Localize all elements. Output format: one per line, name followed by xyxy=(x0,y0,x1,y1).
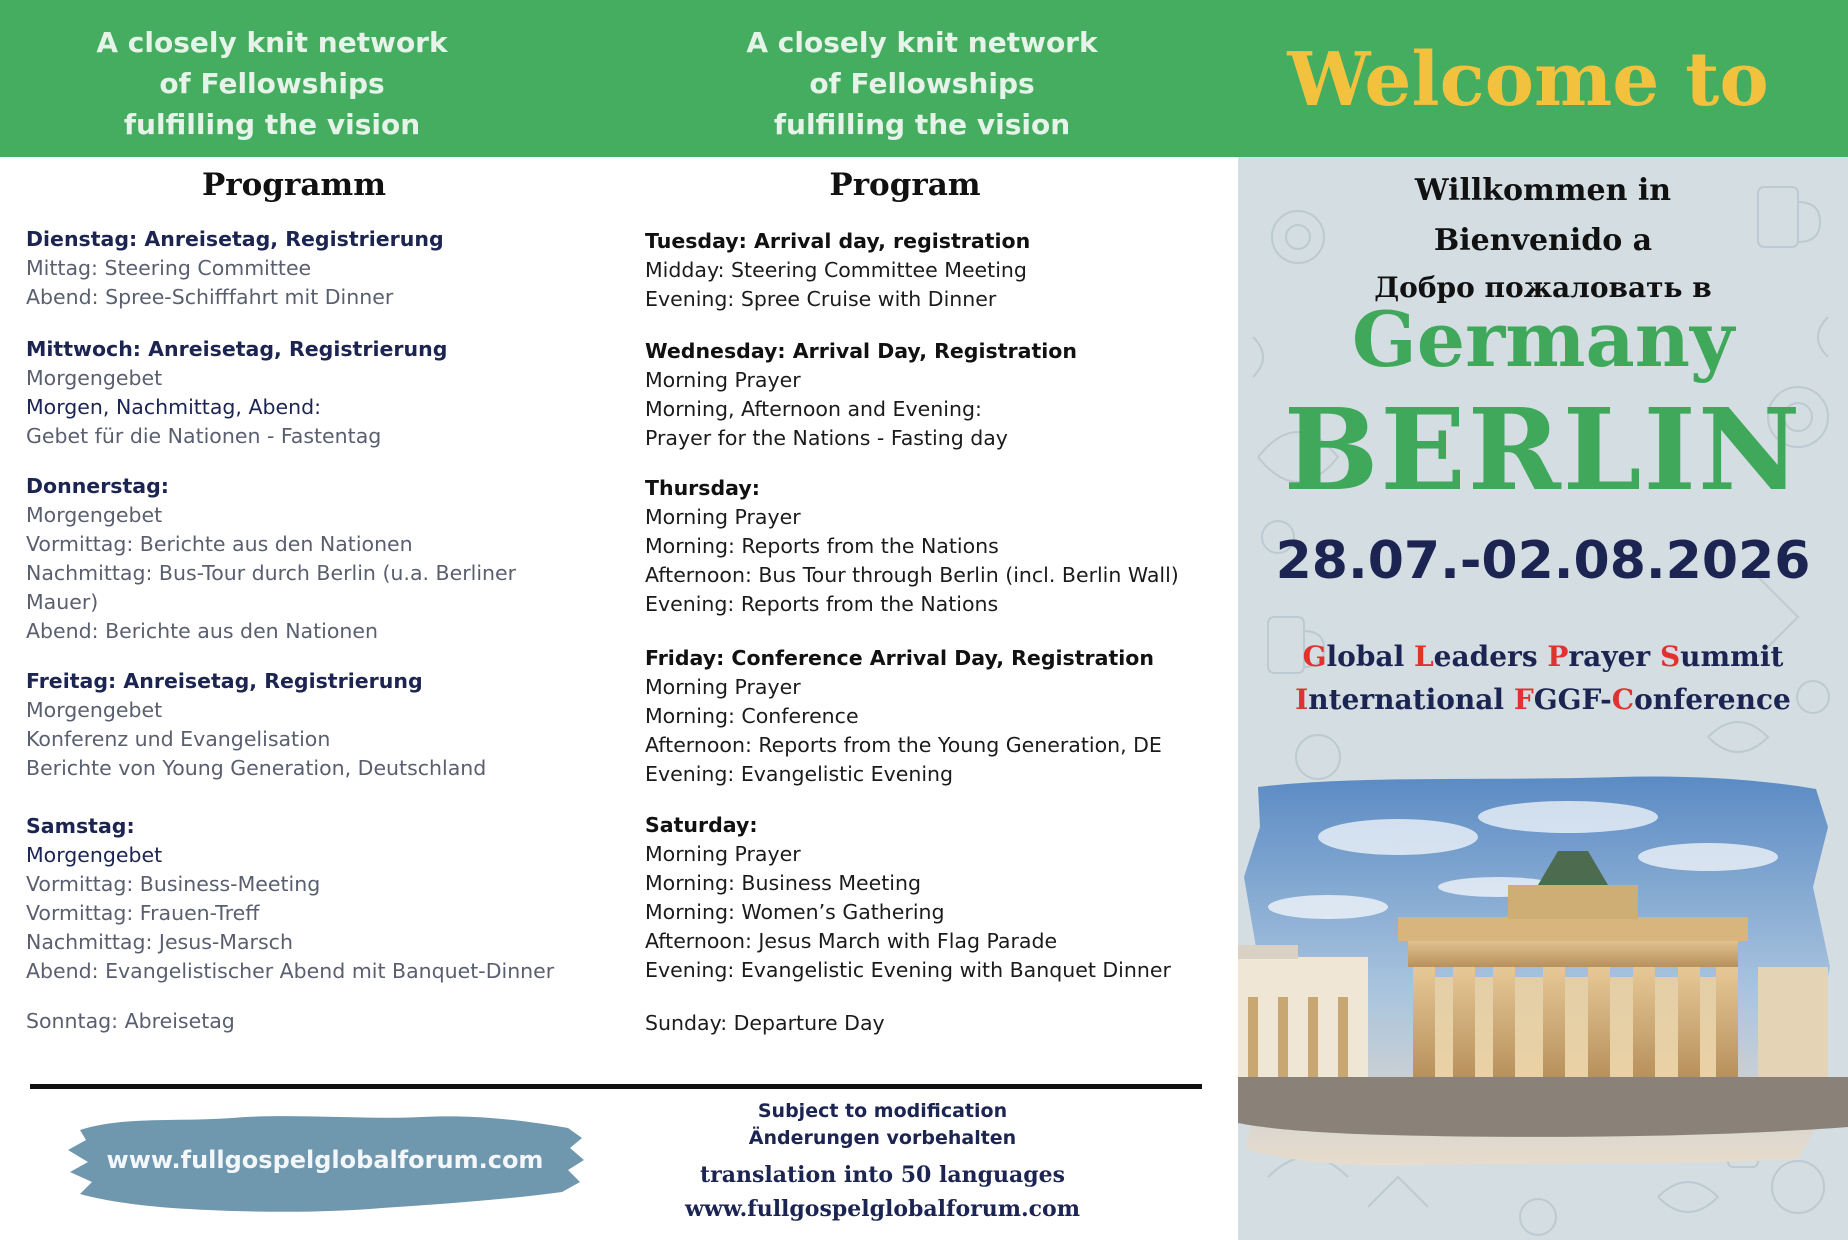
program-line: Morgengebet xyxy=(26,698,163,722)
program-line: Morning: Women’s Gathering xyxy=(645,900,945,924)
program-line: Morning: Reports from the Nations xyxy=(645,534,999,558)
program-day-en-0 xyxy=(645,227,1030,314)
event-dates: 28.07.-02.08.2026 xyxy=(1275,531,1811,591)
changes-note: Änderungen vorbehalten xyxy=(748,1127,1017,1149)
program-line: Vormittag: Frauen-Treff xyxy=(26,901,260,925)
program-line: Morning: Business Meeting xyxy=(645,871,921,895)
program-line: Morgen, Nachmittag, Abend: xyxy=(26,395,322,419)
conference-title: International FGGF-Conference xyxy=(1295,683,1791,716)
day-heading: Freitag: Anreisetag, Registrierung xyxy=(26,669,423,693)
program-line: Evening: Reports from the Nations xyxy=(645,592,999,616)
program-day-de-3 xyxy=(26,667,486,783)
program-line: Abend: Berichte aus den Nationen xyxy=(26,619,378,643)
day-heading: Mittwoch: Anreisetag, Registrierung xyxy=(26,337,448,361)
day-heading: Wednesday: Arrival Day, Registration xyxy=(645,339,1077,363)
program-day-en-4 xyxy=(645,811,1171,985)
city-name: BERLIN xyxy=(1283,385,1803,516)
program-line: Abend: Evangelistischer Abend mit Banquet-Dinner xyxy=(26,959,555,983)
greeting-russian: Добро пожаловать в xyxy=(1374,271,1712,304)
greeting-spanish: Bienvenido a xyxy=(1433,223,1653,258)
tagline-middle: A closely knit network of Fellowships fulfilling the vision xyxy=(746,26,1098,141)
program-line: Mittag: Steering Committee xyxy=(26,256,312,280)
program-title-en: Program xyxy=(829,167,981,203)
footer-divider xyxy=(30,1084,1202,1089)
program-line: Gebet für die Nationen - Fastentag xyxy=(26,424,382,448)
brandenburg-gate-photo xyxy=(1238,767,1848,1167)
day-heading: Samstag: xyxy=(26,814,135,838)
program-day-de-2 xyxy=(26,472,516,646)
program-line: Mauer) xyxy=(26,590,99,614)
program-day-de-1 xyxy=(26,335,447,451)
program-line: Morgengebet xyxy=(26,366,163,390)
program-line: Morning, Afternoon and Evening: xyxy=(645,397,982,421)
day-heading: Thursday: xyxy=(645,476,760,500)
tagline-left: A closely knit network of Fellowships fulfilling the vision xyxy=(96,26,448,141)
program-line: Morgengebet xyxy=(26,843,163,867)
day-heading: Donnerstag: xyxy=(26,474,170,498)
program-line: Morgengebet xyxy=(26,503,163,527)
program-day-en-3 xyxy=(645,644,1162,789)
program-line: Morning: Conference xyxy=(645,704,859,728)
website-link-brush[interactable]: www.fullgospelglobalforum.com xyxy=(106,1146,544,1174)
program-line: Prayer for the Nations - Fasting day xyxy=(645,426,1008,450)
day-heading: Dienstag: Anreisetag, Registrierung xyxy=(26,227,444,251)
program-line: Abend: Spree-Schifffahrt mit Dinner xyxy=(26,285,394,309)
program-line: Evening: Spree Cruise with Dinner xyxy=(645,287,997,311)
day-heading: Sonntag: Abreisetag xyxy=(26,1009,235,1033)
summit-title: Global Leaders Prayer Summit xyxy=(1302,640,1784,673)
greeting-german: Willkommen in xyxy=(1414,173,1672,208)
program-day-de-0 xyxy=(26,225,444,312)
program-title-de: Programm xyxy=(201,167,387,203)
program-line: Berichte von Young Generation, Deutschland xyxy=(26,756,487,780)
day-heading: Sunday: Departure Day xyxy=(645,1011,885,1035)
program-line: Morning Prayer xyxy=(645,675,801,699)
program-line: Evening: Evangelistic Evening with Banquet Dinner xyxy=(645,958,1171,982)
subject-note: Subject to modification xyxy=(757,1100,1008,1122)
program-line: Vormittag: Berichte aus den Nationen xyxy=(26,532,413,556)
program-line: Evening: Evangelistic Evening xyxy=(645,762,954,786)
program-day-en-1 xyxy=(645,337,1077,453)
program-line: Nachmittag: Jesus-Marsch xyxy=(26,930,293,954)
program-line: Morning Prayer xyxy=(645,368,801,392)
day-heading: Saturday: xyxy=(645,813,758,837)
program-line: Morning Prayer xyxy=(645,842,801,866)
program-day-de-4 xyxy=(26,812,554,986)
program-line: Konferenz und Evangelisation xyxy=(26,727,331,751)
translation-note: translation into 50 languages xyxy=(700,1162,1065,1188)
program-line: Morning Prayer xyxy=(645,505,801,529)
program-line: Vormittag: Business-Meeting xyxy=(26,872,321,896)
day-heading: Tuesday: Arrival day, registration xyxy=(645,229,1031,253)
program-day-en-2 xyxy=(645,474,1179,619)
website-link[interactable]: www.fullgospelglobalforum.com xyxy=(684,1196,1081,1222)
program-line: Afternoon: Jesus March with Flag Parade xyxy=(645,929,1058,953)
program-line: Nachmittag: Bus-Tour durch Berlin (u.a. Berliner xyxy=(26,561,517,585)
program-line: Afternoon: Reports from the Young Generation, DE xyxy=(645,733,1162,757)
day-heading: Friday: Conference Arrival Day, Registration xyxy=(645,646,1154,670)
program-line: Midday: Steering Committee Meeting xyxy=(645,258,1027,282)
program-day-en-5 xyxy=(645,1009,885,1038)
program-line: Afternoon: Bus Tour through Berlin (incl. Berlin Wall) xyxy=(645,563,1179,587)
country-name: Germany xyxy=(1351,295,1735,384)
program-day-de-5 xyxy=(26,1007,235,1036)
welcome-panel xyxy=(1238,157,1848,1240)
welcome-heading: Welcome to xyxy=(1287,37,1769,123)
